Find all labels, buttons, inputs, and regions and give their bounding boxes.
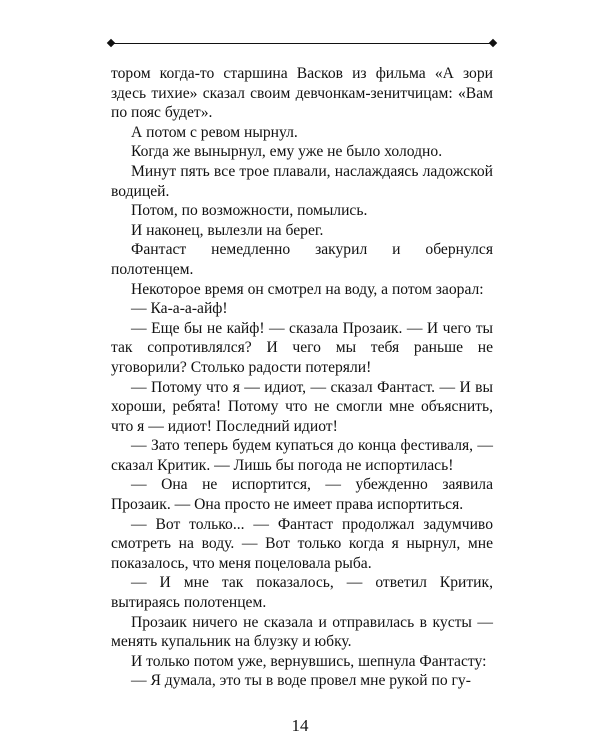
paragraph: Потом, по возможности, помылись. bbox=[131, 202, 368, 220]
body-text bbox=[111, 64, 493, 691]
paragraph: тором когда-то старшина Васков из фильма «А зори здесь тихие» сказал своим девчонкам-зенитчицам: «Вам по пояс будет». bbox=[111, 65, 493, 122]
paragraph: И только потом уже, вернувшись, шепнула Фантасту: bbox=[131, 652, 487, 670]
paragraph: Минут пять все трое плавали, наслаждаясь ладожской водицей. bbox=[111, 162, 493, 200]
paragraph: — Потому что я — идиот, — сказал Фантаст. — И вы хороши, ребята! Потому что не смогли мне объяснить, что я — идиот! Последний идиот! bbox=[111, 378, 493, 435]
paragraph: Когда же вынырнул, ему уже не было холодно. bbox=[131, 143, 443, 161]
paragraph: — Зато теперь будем купаться до конца фестиваля, — сказал Критик. — Лишь бы погода не испортилась! bbox=[111, 437, 493, 474]
header-ornament-rule bbox=[111, 43, 493, 44]
page-number: 14 bbox=[291, 716, 309, 735]
paragraph: И наконец, вылезли на берег. bbox=[131, 221, 324, 239]
paragraph: Фантаст немедленно закурил и обернулся полотенцем. bbox=[111, 241, 493, 278]
paragraph: — Я думала, это ты в воде провел мне рукой по гу- bbox=[131, 672, 471, 690]
paragraph: А потом с ревом нырнул. bbox=[131, 123, 298, 141]
paragraph: — И мне так показалось, — ответил Критик, вытираясь полотенцем. bbox=[111, 574, 493, 612]
paragraph: — Вот только... — Фантаст продолжал задумчиво смотреть на воду. — Вот только когда я нырнул, мне показалось, что меня поцеловала рыба. bbox=[111, 515, 493, 572]
paragraph: Прозаик ничего не сказала и отправилась в кусты — менять купальник на блузку и юбку. bbox=[111, 613, 493, 651]
paragraph: — Еще бы не кайф! — сказала Прозаик. — И чего ты так сопротивлялся? И чего мы тебя раньше не уговорили? Столько радости потеряли! bbox=[111, 319, 493, 376]
paragraph: — Ка-а-а-айф! bbox=[131, 300, 228, 318]
paragraph: — Она не испортится, — убежденно заявила Прозаик. — Она просто не имеет права испортиться. bbox=[111, 476, 493, 514]
paragraph: Некоторое время он смотрел на воду, а потом заорал: bbox=[131, 280, 484, 298]
